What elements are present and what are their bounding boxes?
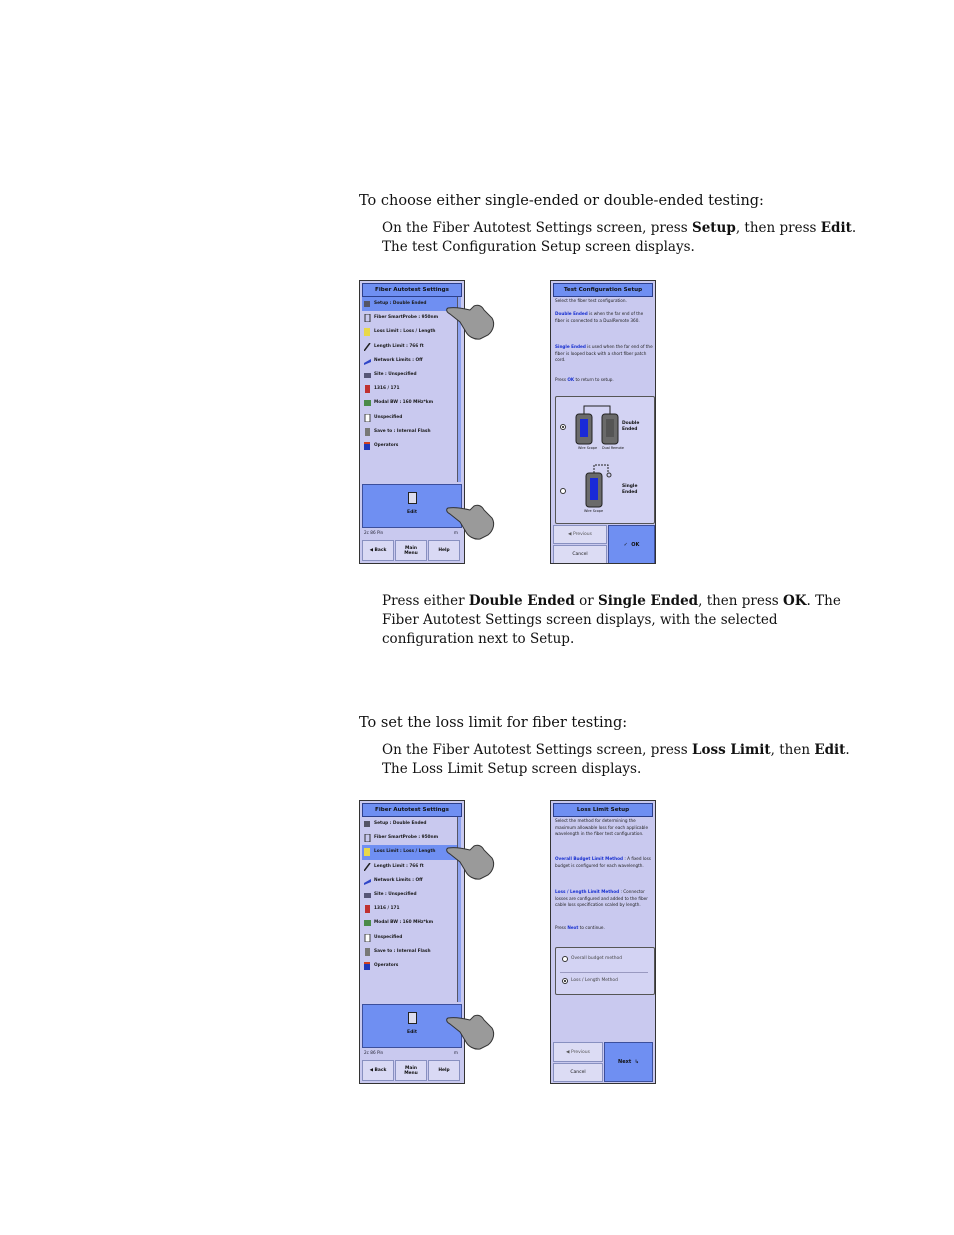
section1-heading: To choose either single-ended or double-ended testing: (359, 193, 764, 209)
pointing-hand-icon (446, 836, 496, 880)
loss-press-next: Press Next to continue. (555, 925, 605, 930)
settings-item-cable[interactable]: 1316 / 171 (362, 902, 459, 916)
overall-budget-label[interactable]: Overall budget method (571, 956, 623, 961)
overall-budget-radio[interactable] (562, 956, 568, 962)
screen-title: Fiber Autotest Settings (362, 283, 462, 297)
edit-button[interactable]: Edit (362, 1004, 462, 1048)
bottom-bar (362, 540, 460, 561)
double-ended-radio[interactable] (560, 424, 566, 430)
settings-list (362, 297, 459, 453)
setup-icon (364, 300, 371, 308)
operators-icon (364, 442, 371, 450)
save-icon (364, 948, 371, 956)
cable-icon (364, 905, 371, 913)
pointing-hand-icon (446, 296, 496, 340)
dualremote-label: Dual Remote (602, 446, 624, 450)
section1-step1: On the Fiber Autotest Settings screen, press Setup, then press Edit. The test Configuration Setup screen displays. (382, 220, 857, 255)
section1-step2: Press either Double Ended or Single Ended, then press OK. The Fiber Autotest Settings screen displays, with the selected configuration next to Setup. (382, 593, 841, 647)
loss-limit-icon (364, 328, 371, 336)
settings-item-operators[interactable]: Operators (362, 439, 459, 453)
status-bar: 2c 86 Pin m (364, 530, 458, 535)
option-divider (560, 972, 648, 973)
edit-icon (408, 1012, 417, 1024)
settings-item-smartprobe[interactable]: Fiber SmartProbe : 950nm (362, 311, 459, 325)
wirescope-label-2: Wire Scope (584, 509, 604, 513)
settings-item-length-limit[interactable]: Length Limit : 766 ft (362, 860, 459, 874)
document-icon (364, 414, 371, 422)
pointing-hand-icon (446, 496, 496, 540)
modal-bw-icon (364, 399, 371, 407)
settings-item-cable[interactable]: 1316 / 171 (362, 382, 459, 396)
single-ended-label[interactable]: Single Ended (622, 484, 638, 495)
edit-icon (408, 492, 417, 504)
modal-bw-icon (364, 919, 371, 927)
help-button[interactable]: Help (428, 540, 460, 561)
settings-list (362, 817, 459, 973)
loss-intro: Select the method for determining the maximum allowable loss for each applicable wavelength in the fiber test configuration. (555, 818, 649, 836)
settings-item-unspecified[interactable]: Unspecified (362, 411, 459, 425)
length-limit-icon (364, 343, 371, 351)
test-configuration-setup-screen (550, 280, 656, 564)
main-menu-button[interactable]: Main Menu (395, 1060, 427, 1081)
section2-heading: To set the loss limit for fiber testing: (359, 715, 628, 731)
previous-button[interactable]: ◀ Previous (553, 525, 607, 544)
save-icon (364, 428, 371, 436)
settings-item-length-limit[interactable]: Length Limit : 766 ft (362, 340, 459, 354)
config-options-box (555, 396, 655, 524)
config-intro: Select the fiber test configuration. (555, 298, 627, 303)
edit-button[interactable]: Edit (362, 484, 462, 528)
network-icon (364, 357, 371, 365)
settings-item-site[interactable]: Site : Unspecified (362, 368, 459, 382)
next-button[interactable]: Next ↳ (604, 1042, 653, 1082)
previous-button[interactable]: ◀ Previous (553, 1042, 603, 1062)
bottom-bar (362, 1060, 460, 1081)
loss-limit-icon (364, 848, 371, 856)
settings-item-modal-bw[interactable]: Modal BW : 160 MHz*km (362, 916, 459, 930)
main-menu-button[interactable]: Main Menu (395, 540, 427, 561)
double-ended-label[interactable]: Double Ended (622, 421, 640, 432)
settings-item-site[interactable]: Site : Unspecified (362, 888, 459, 902)
loss-length-label[interactable]: Loss / Length Method (571, 978, 618, 983)
help-button[interactable]: Help (428, 1060, 460, 1081)
screen-title: Loss Limit Setup (553, 803, 653, 817)
screen-title: Fiber Autotest Settings (362, 803, 462, 817)
settings-item-operators[interactable]: Operators (362, 959, 459, 973)
length-limit-icon (364, 863, 371, 871)
cancel-button[interactable]: Cancel (553, 1063, 603, 1082)
settings-item-modal-bw[interactable]: Modal BW : 160 MHz*km (362, 396, 459, 410)
pointing-hand-icon (446, 1006, 496, 1050)
screen-title: Test Configuration Setup (553, 283, 653, 297)
single-ended-radio[interactable] (560, 488, 566, 494)
site-icon (364, 371, 371, 379)
network-icon (364, 877, 371, 885)
setup-icon (364, 820, 371, 828)
loss-length-desc: Loss / Length Limit Method : Connector losses are configured and added to the fiber cable loss specification scaled by length. (555, 889, 648, 907)
probe-icon (364, 314, 371, 322)
overall-budget-desc: Overall Budget Limit Method : A fixed loss budget is configured for each wavelength. (555, 856, 651, 868)
settings-item-loss-limit[interactable]: Loss Limit : Loss / Length (362, 845, 459, 859)
loss-options-box (555, 947, 655, 995)
section2-step1: On the Fiber Autotest Settings screen, press Loss Limit, then Edit. The Loss Limit Setup screen displays. (382, 742, 850, 777)
config-double-desc: Double Ended is when the far end of the fiber is connected to a DualRemote 360. (555, 311, 644, 323)
back-button[interactable]: ◀ Back (362, 1060, 394, 1081)
settings-item-network-limits[interactable]: Network Limits : Off (362, 354, 459, 368)
site-icon (364, 891, 371, 899)
loss-limit-setup-screen (550, 800, 656, 1084)
settings-item-save-to[interactable]: Save to : Internal Flash (362, 945, 459, 959)
settings-item-unspecified[interactable]: Unspecified (362, 931, 459, 945)
settings-item-save-to[interactable]: Save to : Internal Flash (362, 425, 459, 439)
settings-item-smartprobe[interactable]: Fiber SmartProbe : 950nm (362, 831, 459, 845)
config-single-desc: Single Ended is used when the far end of the fiber is looped back with a short fiber patch cord. (555, 344, 653, 362)
operators-icon (364, 962, 371, 970)
wirescope-label: Wire Scope (578, 446, 598, 450)
next-arrow-icon: ↳ (634, 1059, 639, 1065)
loss-length-radio[interactable] (562, 978, 568, 984)
document-icon (364, 934, 371, 942)
settings-item-loss-limit[interactable]: Loss Limit : Loss / Length (362, 325, 459, 339)
config-press-ok: Press OK to return to setup. (555, 377, 614, 382)
cancel-button[interactable]: Cancel (553, 545, 607, 564)
ok-button[interactable]: ✓ OK (608, 525, 655, 564)
back-button[interactable]: ◀ Back (362, 540, 394, 561)
settings-item-network-limits[interactable]: Network Limits : Off (362, 874, 459, 888)
status-bar: 2c 86 Pin m (364, 1050, 458, 1055)
probe-icon (364, 834, 371, 842)
settings-item-setup[interactable]: Setup : Double Ended (362, 297, 459, 311)
settings-item-setup[interactable]: Setup : Double Ended (362, 817, 459, 831)
cable-icon (364, 385, 371, 393)
